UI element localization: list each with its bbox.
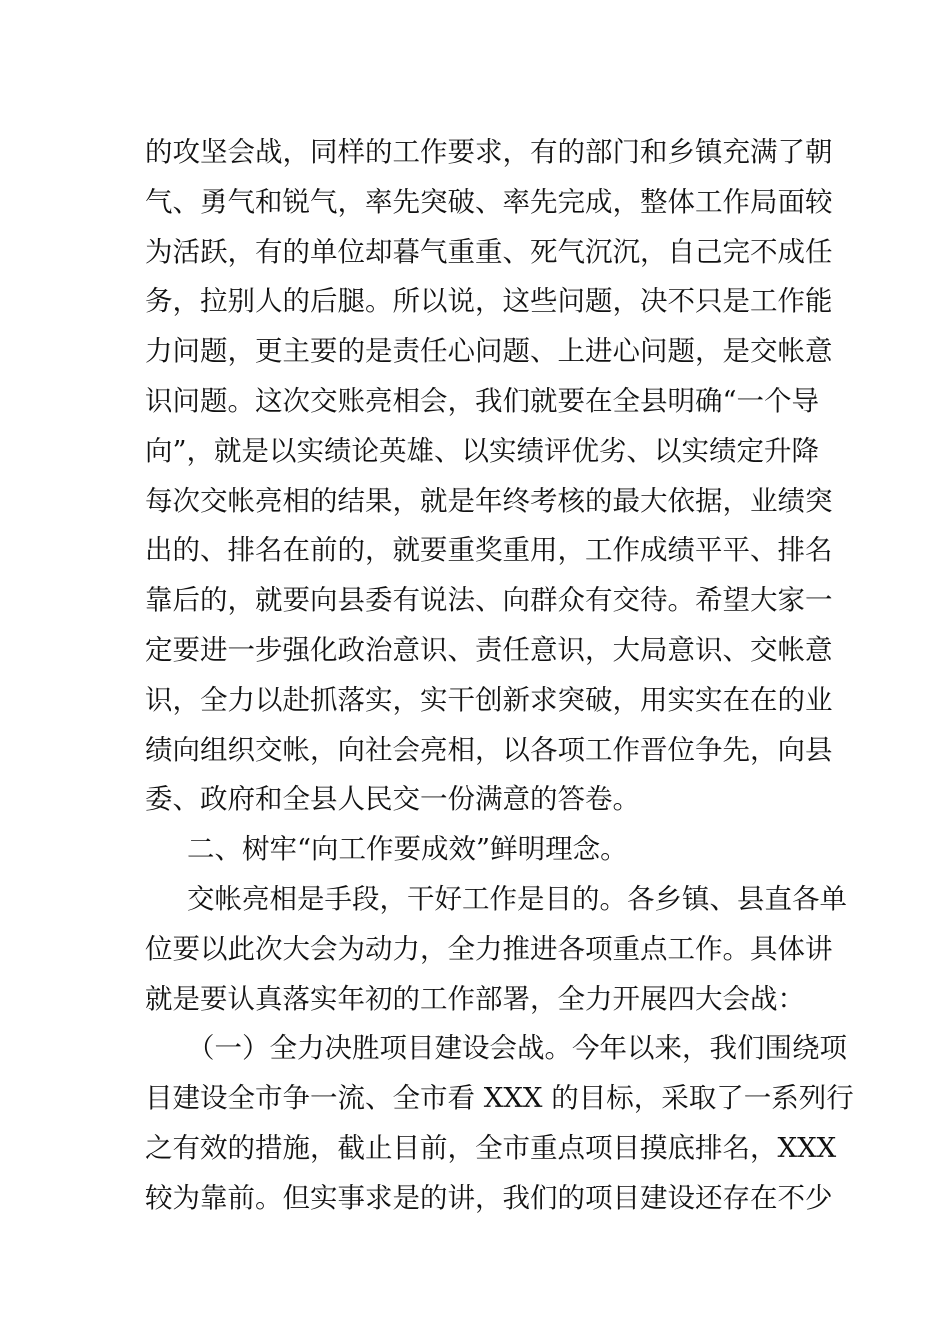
text-line: 位要以此次大会为动力，全力推进各项重点工作。具体讲	[145, 932, 833, 965]
text-line: 每次交帐亮相的结果，就是年终考核的最大依据，业绩突	[145, 484, 833, 517]
text-line: 就是要认真落实年初的工作部署，全力开展四大会战：	[145, 982, 805, 1015]
text-line: 较为靠前。但实事求是的讲，我们的项目建设还存在不少	[145, 1181, 833, 1214]
section-heading: 二、树牢“向工作要成效”鲜明理念。	[187, 833, 628, 866]
text-line: 委、政府和全县人民交一份满意的答卷。	[145, 783, 640, 816]
text-line: 为活跃，有的单位却暮气重重、死气沉沉，自己完不成任	[145, 235, 833, 268]
text-line: 务，拉别人的后腿。所以说，这些问题，决不只是工作能	[145, 285, 833, 318]
subsection-heading-line: （一）全力决胜项目建设会战。今年以来，我们围绕项	[187, 1032, 847, 1065]
text-line: 定要进一步强化政治意识、责任意识，大局意识、交帐意	[145, 633, 833, 666]
paragraph-start-line: 交帐亮相是手段，干好工作是目的。各乡镇、县直各单	[187, 882, 847, 915]
text-line: 目建设全市争一流、全市看 XXX 的目标，采取了一系列行	[145, 1082, 854, 1115]
text-line: 识，全力以赴抓落实，实干创新求突破，用实实在在的业	[145, 683, 833, 716]
text-line: 靠后的，就要向县委有说法、向群众有交待。希望大家一	[145, 584, 833, 617]
text-line: 出的、排名在前的，就要重奖重用，工作成绩平平、排名	[145, 534, 833, 567]
text-line: 之有效的措施，截止目前，全市重点项目摸底排名，XXX	[145, 1131, 837, 1164]
text-line: 识问题。这次交账亮相会，我们就要在全县明确“一个导	[145, 384, 820, 417]
text-line: 气、勇气和锐气，率先突破、率先完成，整体工作局面较	[145, 185, 833, 218]
text-line: 绩向组织交帐，向社会亮相，以各项工作晋位争先，向县	[145, 733, 833, 766]
text-line: 向”，就是以实绩论英雄、以实绩评优劣、以实绩定升降	[145, 434, 820, 467]
body-text	[145, 128, 854, 1224]
text-line: 的攻坚会战，同样的工作要求，有的部门和乡镇充满了朝	[145, 136, 833, 168]
text-line: 力问题，更主要的是责任心问题、上进心问题，是交帐意	[145, 335, 833, 368]
